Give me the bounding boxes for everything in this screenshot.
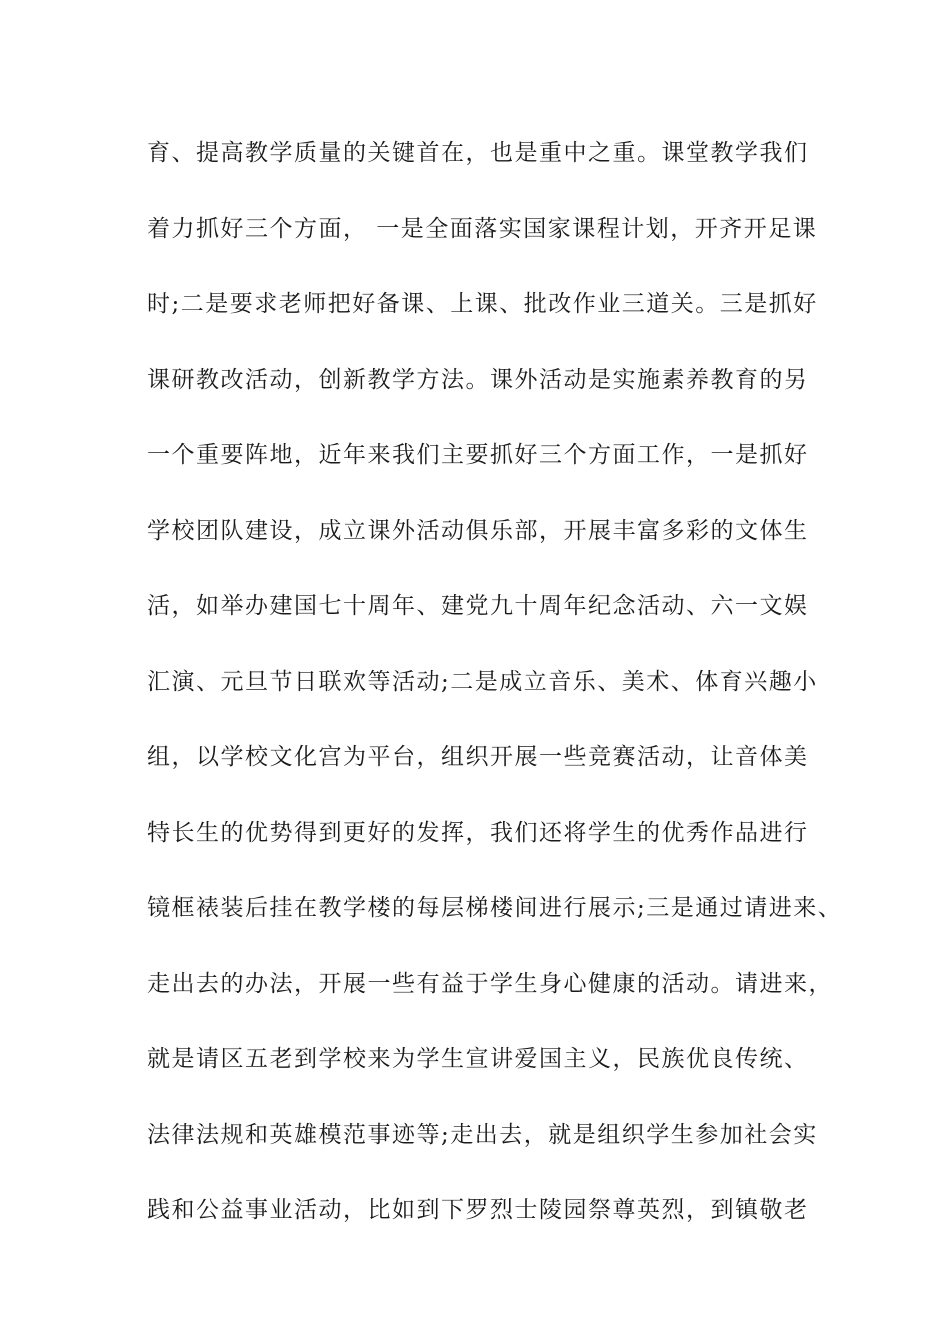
- text-line: 组，以学校文化宫为平台，组织开展一些竞赛活动，让音体美: [147, 744, 809, 770]
- text-line: 着力抓好三个方面， 一是全面落实国家课程计划，开齐开足课: [147, 215, 818, 242]
- text-line: 特长生的优势得到更好的发挥，我们还将学生的优秀作品进行: [147, 819, 809, 846]
- text-line: 育、提高教学质量的关键首在，也是重中之重。课堂教学我们: [147, 140, 809, 166]
- text-line: 一个重要阵地，近年来我们主要抓好三个方面工作，一是抓好: [147, 442, 809, 468]
- text-line: 镜框裱装后挂在教学楼的每层梯楼间进行展示;三是通过请进来、: [147, 895, 843, 921]
- text-line: 走出去的办法，开展一些有益于学生身心健康的活动。请进来，: [147, 970, 833, 997]
- text-line: 学校团队建设，成立课外活动俱乐部，开展丰富多彩的文体生: [147, 517, 809, 544]
- text-line: 活，如举办建国七十周年、建党九十周年纪念活动、六一文娱: [147, 593, 809, 619]
- text-line: 践和公益事业活动，比如到下罗烈士陵园祭尊英烈，到镇敬老: [147, 1197, 809, 1223]
- text-line: 就是请区五老到学校来为学生宣讲爱国主义，民族优良传统、: [147, 1046, 809, 1072]
- text-line: 时;二是要求老师把好备课、上课、批改作业三道关。三是抓好: [147, 291, 818, 317]
- text-line: 课研教改活动，创新教学方法。课外活动是实施素养教育的另: [147, 366, 809, 393]
- text-line: 法律法规和英雄模范事迹等;走出去，就是组织学生参加社会实: [147, 1121, 818, 1148]
- text-line: 汇演、元旦节日联欢等活动;二是成立音乐、美术、体育兴趣小: [147, 668, 818, 695]
- body-text: [147, 133, 843, 1266]
